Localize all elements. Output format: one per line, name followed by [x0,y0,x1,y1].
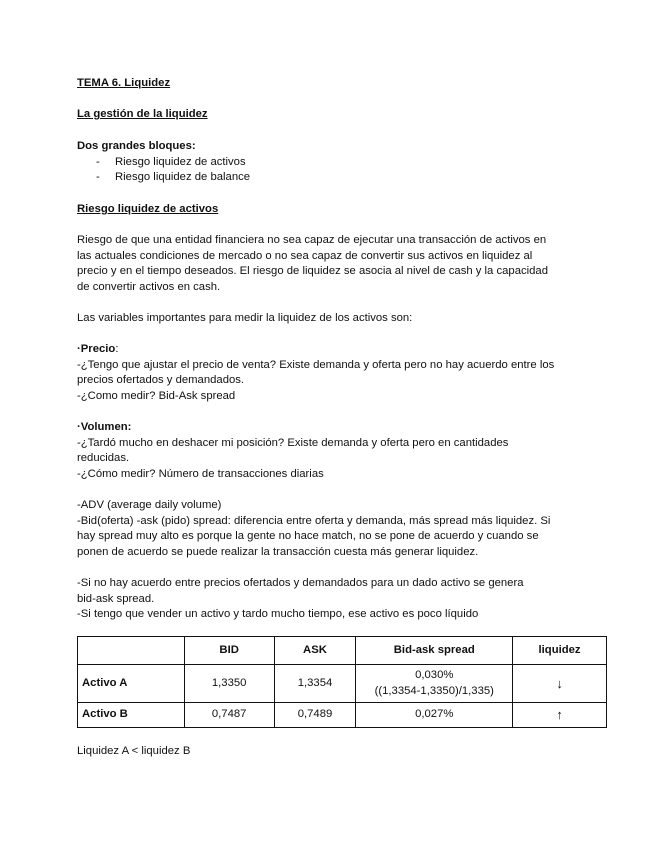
table-cell-name: Activo A [78,665,185,703]
spread-value: 0,030% [415,668,454,681]
arrow-up-icon: ↑ [513,703,607,728]
bloques-heading: Dos grandes bloques: [77,140,196,152]
volumen-section: ·Volumen: -¿Tardó mucho en deshacer mi posición? Existe demanda y oferta pero en cantidades reducidas. -¿Cómo medir? Número de transacciones diarias [77,420,582,482]
text-line: Riesgo de que una entidad financiera no sea capaz de ejecutar una transacción de activos en [77,234,547,246]
paragraph-variables: Las variables importantes para medir la liquidez de los activos son: [77,312,413,324]
precio-section: ·Precio: -¿Tengo que ajustar el precio de venta? Existe demanda y oferta pero no hay acuerdo entre los precios ofertados y demandados. -¿Como medir? Bid-Ask spread [77,342,582,404]
table-header-row [78,637,607,665]
text-line: precios ofertados y demandados. [77,374,245,387]
text-line: -¿Tengo que ajustar el precio de venta? Existe demanda y oferta pero no hay acuerdo entre los [77,358,555,371]
table-header-cell: Bid-ask spread [356,637,513,665]
bloques-list [77,155,582,186]
table-header-cell: liquidez [513,637,607,665]
conclusion-text: Liquidez A < liquidez B [77,745,191,757]
paragraph-definicion [77,233,582,295]
table-row [78,665,607,703]
list-item: - Riesgo liquidez de balance [77,170,582,186]
table-header-cell: ASK [274,637,356,665]
paragraph-adv [77,498,582,560]
text-line: ponen de acuerdo se puede realizar la transacción cuesta más generar liquidez. [77,545,479,558]
section-heading-riesgo-activos: Riesgo liquidez de activos [77,203,219,215]
text-line: reducidas. [77,452,130,465]
table-cell-bid: 0,7487 [184,703,274,728]
text-line: -¿Cómo medir? Número de transacciones diarias [77,467,324,480]
section-heading-gestion: La gestión de la liquidez [77,108,208,120]
volumen-label: Volumen [80,421,128,433]
liquidity-table [77,636,607,728]
list-item: - Riesgo liquidez de activos [77,155,582,171]
table-cell-ask: 1,3354 [274,665,356,703]
bloques-section [77,139,582,186]
arrow-down-icon: ↓ [513,665,607,703]
text-line: hay spread muy alto es porque la gente no hace match, no se pone de acuerdo y cuando se [77,530,539,543]
table-cell-bid: 1,3350 [184,665,274,703]
text-line: -Bid(oferta) -ask (pido) spread: diferencia entre oferta y demanda, más spread más liquidez. Si [77,514,551,527]
text-line: de convertir activos en cash. [77,280,221,293]
text-line: -¿Tardó mucho en deshacer mi posición? Existe demanda y oferta pero en cantidades [77,436,509,449]
table-row [78,703,607,728]
table-header-cell: BID [184,637,274,665]
table-cell-spread [356,665,513,703]
paragraph-spread [77,576,582,623]
text-line: -Si no hay acuerdo entre precios ofertados y demandados para un dado activo se genera [77,577,524,589]
spread-formula: ((1,3354-1,3350)/1,335) [374,684,494,697]
text-line: -¿Como medir? Bid-Ask spread [77,389,236,402]
precio-label: Precio [80,343,116,355]
table-cell-spread: 0,027% [356,703,513,728]
bullet-dot-icon: · [77,343,81,355]
text-line: precio y en el tiempo deseados. El riesgo de liquidez se asocia al nivel de cash y la capacidad [77,265,548,278]
text-line: las actuales condiciones de mercado o no sea capaz de convertir sus activos en liquidez al [77,249,533,262]
bullet-dot-icon: · [77,421,81,433]
text-line: -ADV (average daily volume) [77,499,222,511]
table-header-cell [78,637,185,665]
page-title: TEMA 6. Liquidez [77,77,171,89]
table-cell-ask: 0,7489 [274,703,356,728]
table-cell-name: Activo B [78,703,185,728]
text-line: -Si tengo que vender un activo y tardo mucho tiempo, ese activo es poco líquido [77,608,479,621]
text-line: bid-ask spread. [77,592,155,605]
